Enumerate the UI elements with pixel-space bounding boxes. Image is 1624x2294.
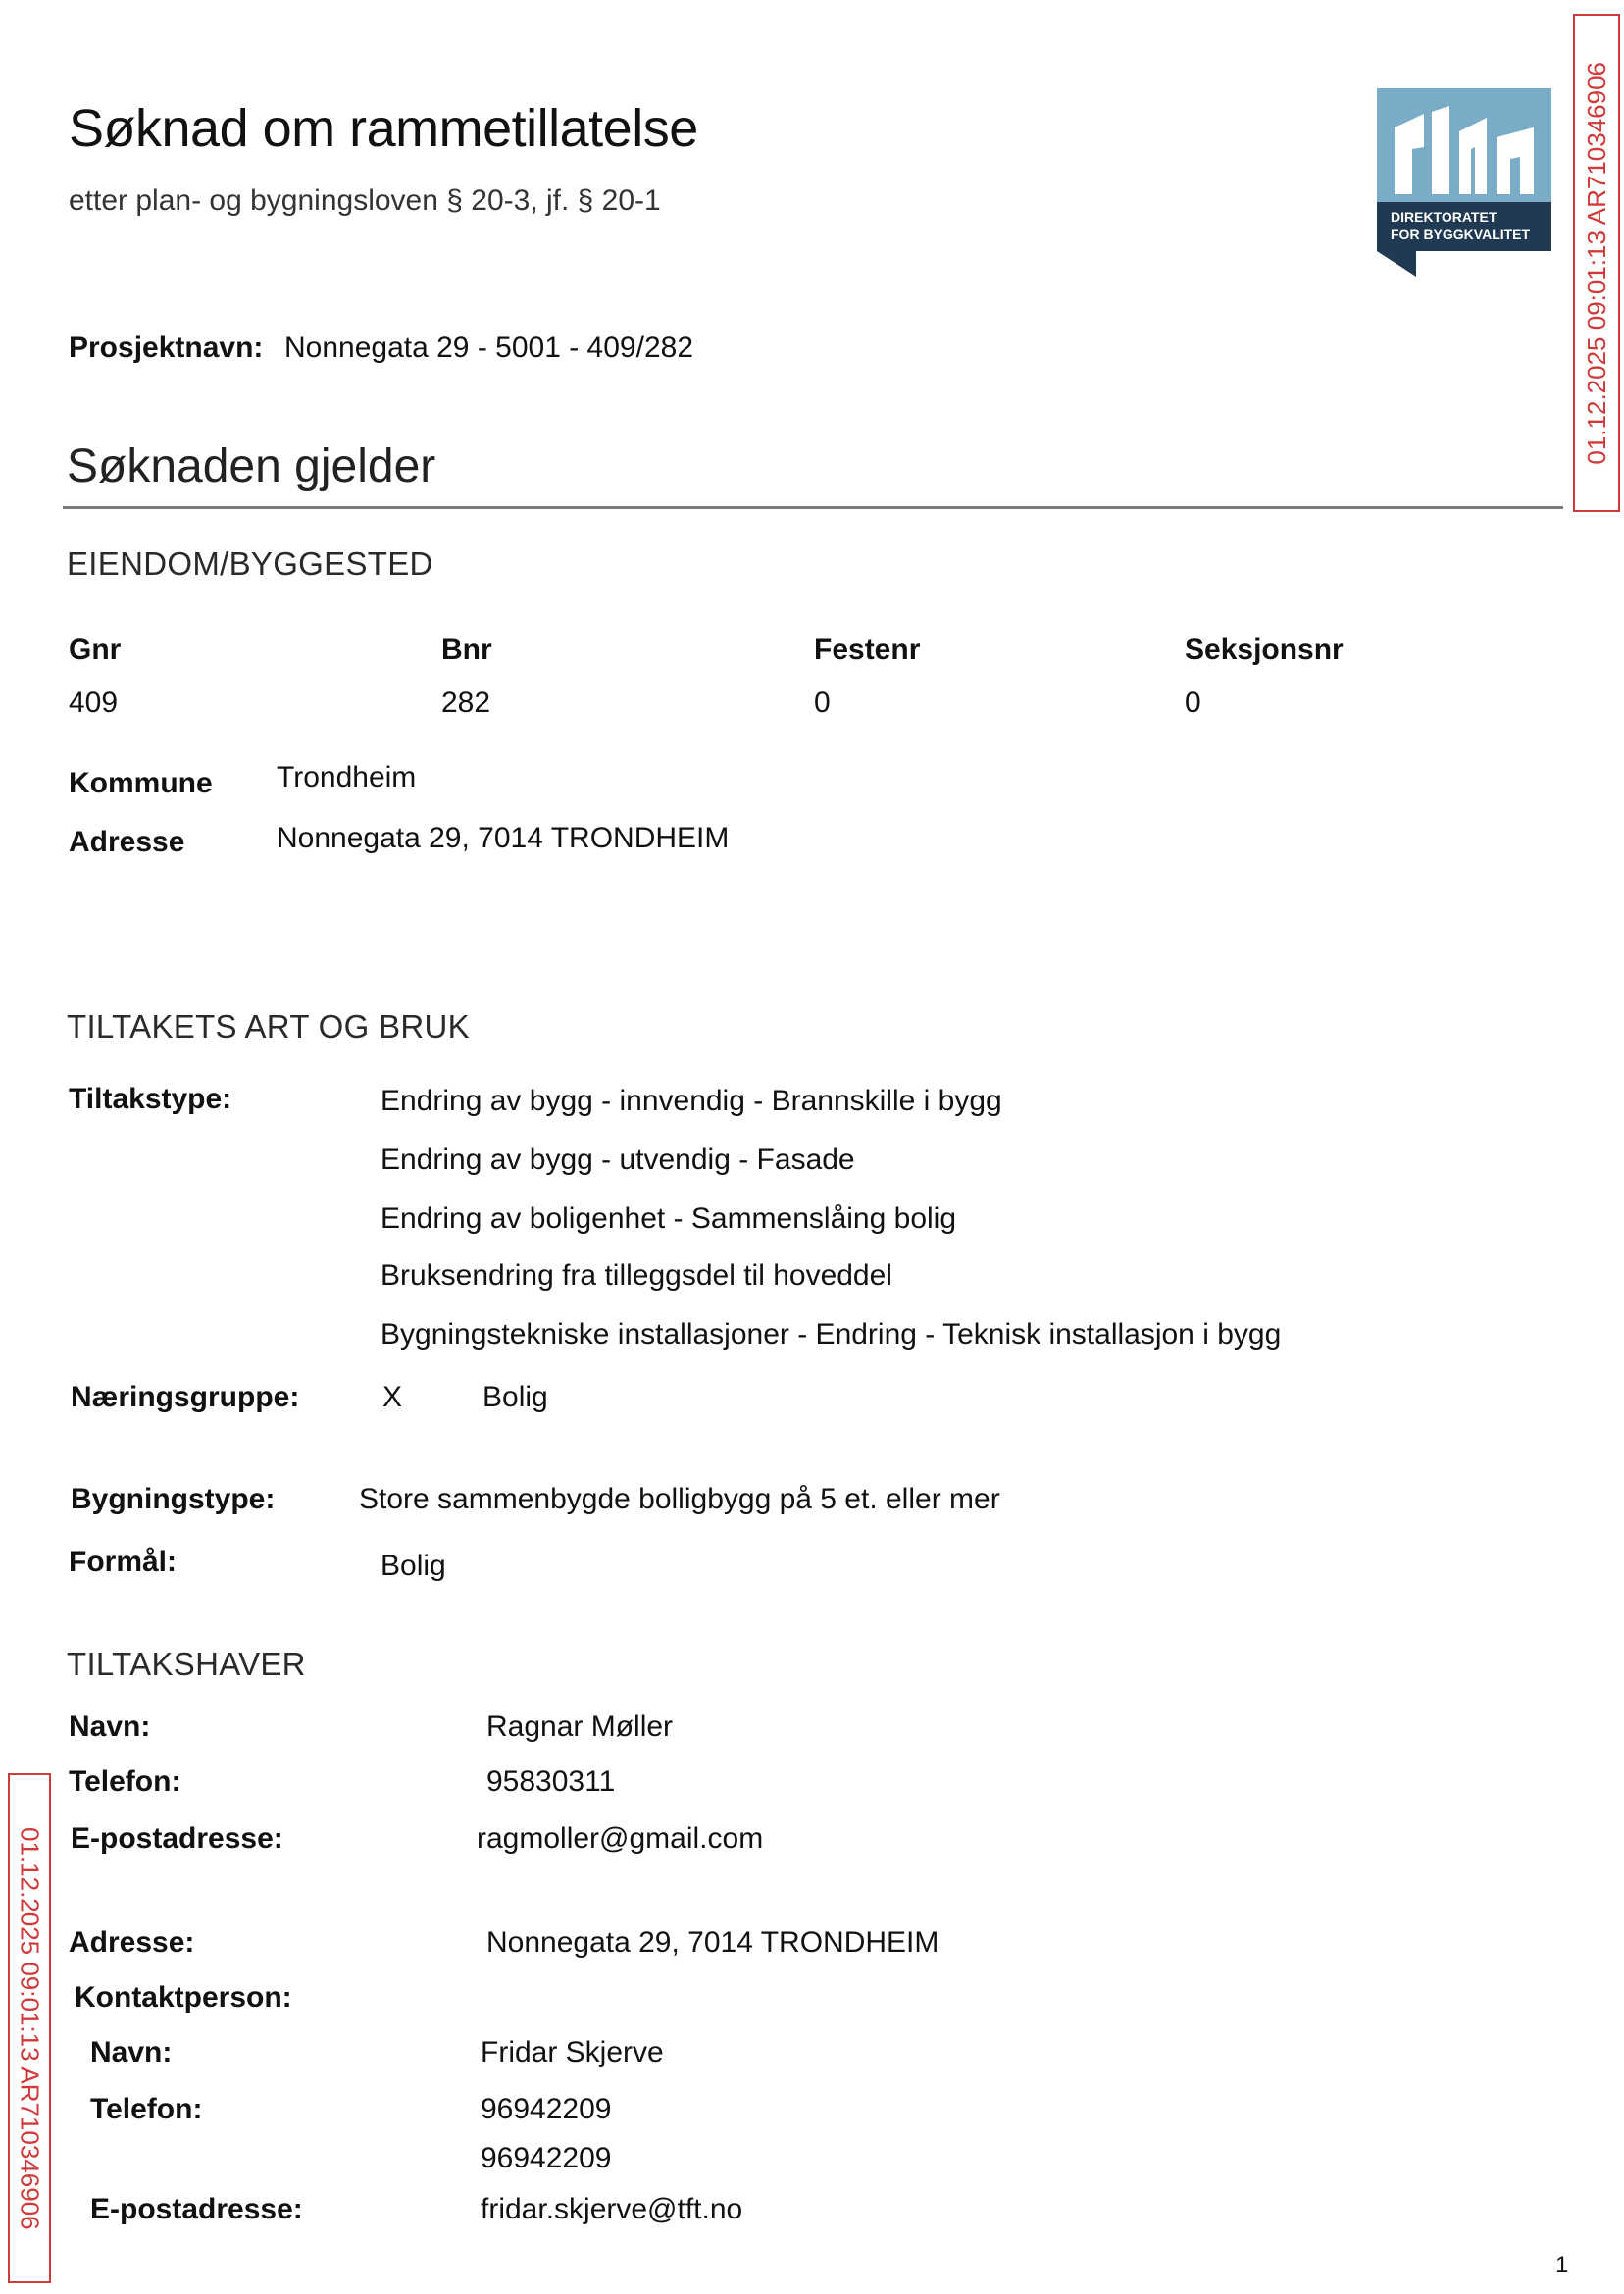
gnr-value: 409 bbox=[69, 687, 119, 719]
festenr-label: Festenr bbox=[814, 634, 921, 666]
project-label: Prosjektnavn: bbox=[69, 331, 264, 364]
tiltakshaver-adresse-label: Adresse: bbox=[69, 1926, 195, 1959]
document-title: Søknad om rammetillatelse bbox=[69, 99, 698, 158]
kontaktperson-label: Kontaktperson: bbox=[75, 1981, 292, 2014]
dibk-logo-icon bbox=[1377, 88, 1551, 277]
eiendom-heading: EIENDOM/BYGGESTED bbox=[67, 545, 433, 582]
gnr-label: Gnr bbox=[69, 634, 122, 666]
section-title: Søknaden gjelder bbox=[67, 440, 436, 492]
adresse-value: Nonnegata 29, 7014 TRONDHEIM bbox=[277, 822, 730, 854]
tiltakstype-item: Endring av bygg - innvendig - Brannskille i bygg bbox=[381, 1085, 1002, 1117]
tiltak-heading: TILTAKETS ART OG BRUK bbox=[67, 1008, 470, 1045]
date-stamp-text: 01.12.2025 09:01:13 AR710346906 bbox=[15, 1826, 45, 2230]
project-value: Nonnegata 29 - 5001 - 409/282 bbox=[284, 331, 693, 364]
tiltakshaver-epost-label: E-postadresse: bbox=[71, 1822, 283, 1855]
tiltakshaver-telefon-label: Telefon: bbox=[69, 1765, 181, 1798]
page-number: 1 bbox=[1555, 2252, 1569, 2278]
naeringsgruppe-label: Næringsgruppe: bbox=[71, 1381, 300, 1413]
tiltakstype-item: Endring av boligenhet - Sammenslåing bolig bbox=[381, 1202, 957, 1235]
formal-label: Formål: bbox=[69, 1546, 178, 1578]
bnr-value: 282 bbox=[441, 687, 491, 719]
kontakt-telefon-value: 96942209 bbox=[481, 2142, 612, 2174]
date-stamp-right bbox=[1573, 14, 1620, 512]
tiltakshaver-telefon-value: 95830311 bbox=[486, 1765, 616, 1798]
kontakt-navn-label: Navn: bbox=[90, 2036, 173, 2068]
tiltakshaver-epost-value: ragmoller@gmail.com bbox=[477, 1822, 764, 1855]
tiltakstype-item: Bruksendring fra tilleggsdel til hoveddel bbox=[381, 1259, 892, 1292]
logo-line-2: FOR BYGGKVALITET bbox=[1391, 227, 1531, 242]
tiltakshaver-adresse-value: Nonnegata 29, 7014 TRONDHEIM bbox=[486, 1926, 939, 1959]
kontakt-epost-value: fridar.skjerve@tft.no bbox=[481, 2193, 743, 2225]
section-divider bbox=[63, 506, 1563, 509]
logo-line-1: DIREKTORATET bbox=[1391, 209, 1497, 225]
tiltakstype-item: Endring av bygg - utvendig - Fasade bbox=[381, 1144, 855, 1176]
kontakt-navn-value: Fridar Skjerve bbox=[481, 2036, 664, 2068]
dibk-logo bbox=[1377, 88, 1551, 277]
naeringsgruppe-code: X bbox=[382, 1381, 403, 1413]
document-subtitle: etter plan- og bygningsloven § 20-3, jf. § 20-1 bbox=[69, 184, 661, 217]
adresse-label: Adresse bbox=[69, 826, 185, 858]
naeringsgruppe-value: Bolig bbox=[482, 1381, 548, 1413]
kommune-label: Kommune bbox=[69, 767, 213, 799]
bygningstype-value: Store sammenbygde bolligbygg på 5 et. eller mer bbox=[359, 1483, 1000, 1515]
kontakt-epost-label: E-postadresse: bbox=[90, 2193, 303, 2225]
bygningstype-label: Bygningstype: bbox=[71, 1483, 276, 1515]
date-stamp-left bbox=[8, 1773, 51, 2283]
kontakt-telefon-value: 96942209 bbox=[481, 2093, 612, 2125]
formal-value: Bolig bbox=[381, 1550, 446, 1582]
tiltakstype-label: Tiltakstype: bbox=[69, 1083, 232, 1115]
tiltakshaver-navn-label: Navn: bbox=[69, 1710, 151, 1743]
seksjonsnr-value: 0 bbox=[1185, 687, 1201, 719]
kommune-value: Trondheim bbox=[277, 761, 417, 793]
tiltakshaver-navn-value: Ragnar Møller bbox=[486, 1710, 674, 1743]
date-stamp-text: 01.12.2025 09:01:13 AR710346906 bbox=[1581, 61, 1611, 465]
seksjonsnr-label: Seksjonsnr bbox=[1185, 634, 1344, 666]
tiltakstype-item: Bygningstekniske installasjoner - Endring - Teknisk installasjon i bygg bbox=[381, 1318, 1282, 1351]
tiltakshaver-heading: TILTAKSHAVER bbox=[67, 1646, 306, 1682]
bnr-label: Bnr bbox=[441, 634, 492, 666]
festenr-value: 0 bbox=[814, 687, 831, 719]
kontakt-telefon-label: Telefon: bbox=[90, 2093, 203, 2125]
